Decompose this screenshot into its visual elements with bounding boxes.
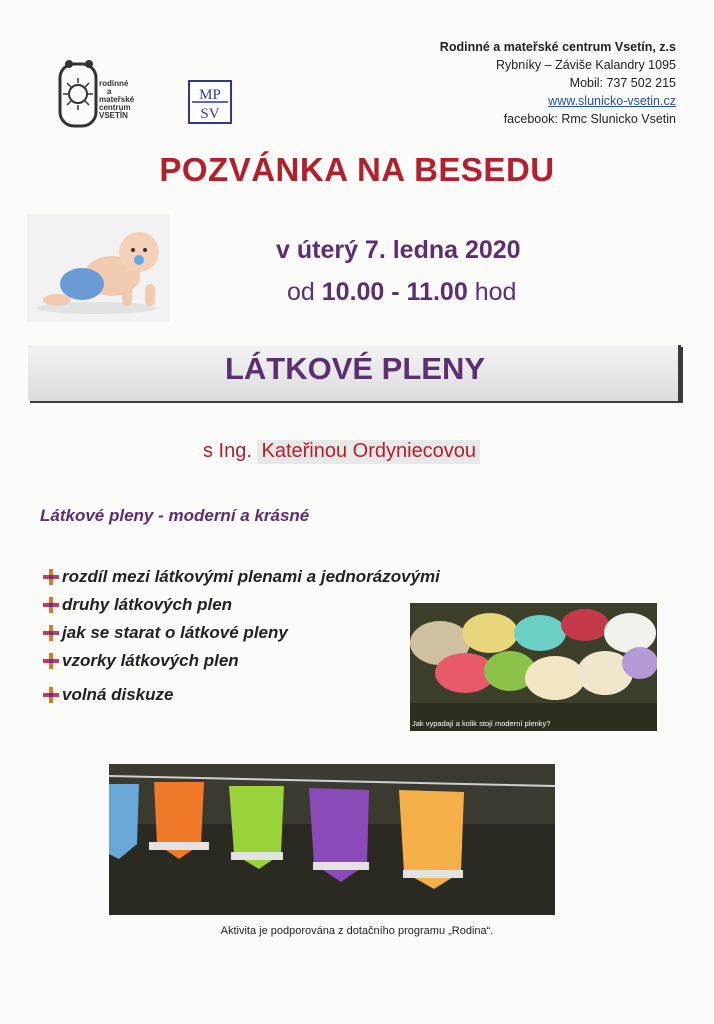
- subtitle: Látkové pleny - moderní a krásné: [40, 506, 310, 525]
- event-time: od 10.00 - 11.00 hod: [287, 278, 517, 306]
- sun-family-logo-icon: [57, 58, 103, 130]
- mpsv-logo: [188, 80, 232, 124]
- speaker-line: [203, 440, 480, 463]
- list-item: vzorky látkových plen: [42, 647, 440, 675]
- speaker-name: Kateřinou Ordyniecovou: [257, 440, 480, 464]
- svg-text:MP: MP: [199, 87, 221, 103]
- facebook: facebook: Rmc Slunicko Vsetin: [503, 112, 676, 126]
- mobile: Mobil: 737 502 215: [569, 76, 676, 90]
- cross-bullet-icon: [42, 652, 60, 670]
- topic-title: LÁTKOVÉ PLENY: [224, 351, 486, 386]
- contact-block: [440, 38, 676, 128]
- website-link[interactable]: www.slunicko-vsetin.cz: [548, 94, 676, 108]
- page-title: POZVÁNKA NA BESEDU: [159, 151, 555, 188]
- photo-caption: Jak vypadají a kolik stojí moderní plenky?: [412, 719, 551, 728]
- cross-bullet-icon: [42, 686, 60, 704]
- diapers-pile-photo: [410, 603, 657, 731]
- cross-bullet-icon: [42, 568, 60, 586]
- funding-note: Aktivita je podporována z dotačního programu „Rodina“.: [220, 925, 494, 937]
- list-item: rozdíl mezi látkovými plenami a jednorázovými: [42, 563, 440, 591]
- svg-text:SV: SV: [200, 106, 220, 122]
- clothesline-diapers-photo: [109, 764, 555, 915]
- event-date: v úterý 7. ledna 2020: [276, 236, 521, 264]
- list-item: volná diskuze: [42, 681, 440, 709]
- topic-list: [42, 563, 440, 709]
- cross-bullet-icon: [42, 624, 60, 642]
- baby-photo: [27, 214, 170, 322]
- list-item: druhy látkových plen: [42, 591, 440, 619]
- list-item: jak se starat o látkové pleny: [42, 619, 440, 647]
- organization-name: Rodinné a mateřské centrum Vsetín, z.s: [439, 40, 676, 54]
- address: Rybníky – Záviše Kalandry 1095: [496, 58, 676, 72]
- speaker-prefix: s Ing.: [203, 440, 252, 462]
- rmc-logo-text: rodinné a mateřské centrum VSETÍN: [99, 79, 135, 120]
- rmc-logo: [57, 58, 149, 130]
- cross-bullet-icon: [42, 596, 60, 614]
